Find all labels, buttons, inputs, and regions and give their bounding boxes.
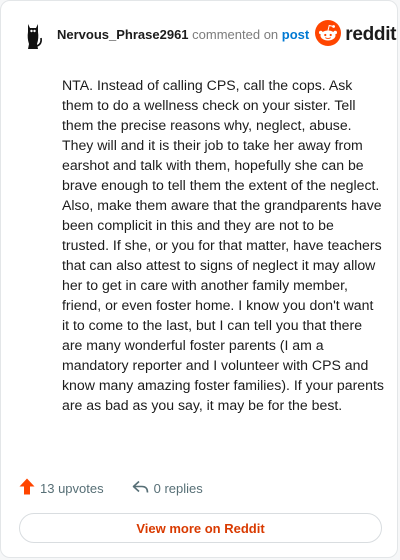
comment-header: [23, 19, 397, 51]
username-link[interactable]: Nervous_Phrase2961: [57, 27, 189, 42]
comment-body: NTA. Instead of calling CPS, call the cops. Ask them to do a wellness check on your sister. Tell them the precise reasons why, neglect, abuse. They will and it is their job to take her away from earshot and talk with them, hopefully she can be brave enough to tell them the extent of the neglect. Also, make them aware that the grandparents have been complicit in this and they are not to be trusted. If she, or you for that matter, have teachers that can also attest to signs of neglect it may allow her to get in care with another family member, friend, or even foster home. I know you don't want it to come to the last, but I can tell you that there are many wonderful foster parents (I am a mandatory reporter and I volunteer with CPS and know many amazing foster families). If your parents are as bad as you say, it may be for the best.: [62, 77, 384, 413]
view-more-button[interactable]: View more on Reddit: [19, 513, 382, 543]
upvote-count: 13 upvotes: [40, 480, 104, 496]
reply-arrow-icon: [132, 480, 149, 497]
upvote-arrow-icon: [19, 478, 35, 498]
reddit-wordmark: reddit: [345, 24, 397, 45]
comment-actions: [19, 477, 203, 499]
replies-button[interactable]: [132, 480, 203, 497]
reddit-logo[interactable]: [315, 20, 396, 51]
post-link[interactable]: post: [281, 27, 310, 42]
reply-count: 0 replies: [153, 480, 203, 496]
cat-avatar-icon[interactable]: [23, 19, 43, 51]
reddit-snoo-icon: [315, 20, 341, 51]
upvote-button[interactable]: [19, 478, 104, 498]
comment-meta: [57, 27, 309, 43]
commented-on-text: commented on: [192, 27, 279, 42]
